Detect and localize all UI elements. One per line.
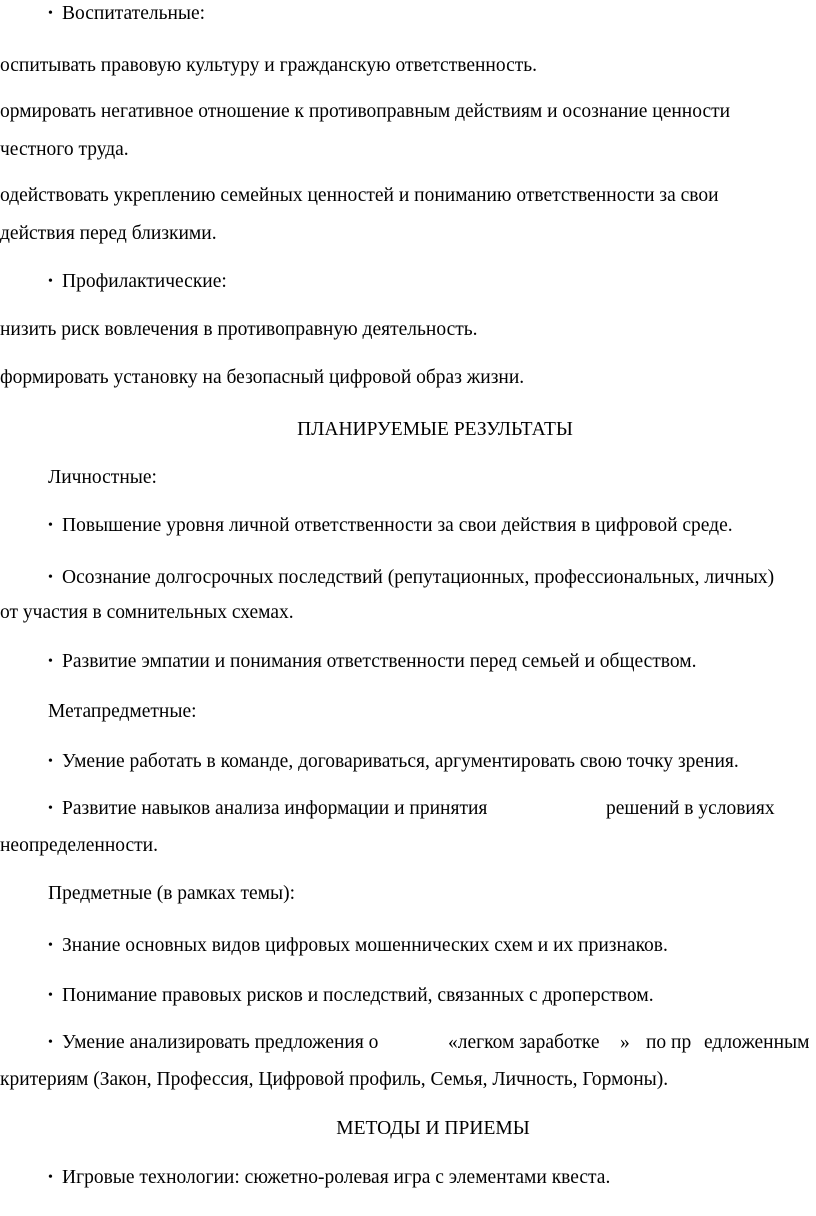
bullet-icon: •: [48, 274, 53, 289]
subject-item-quote: «легком заработке: [448, 1032, 600, 1053]
personal-heading: Личностные:: [48, 467, 157, 488]
upbringing-item: честного труда.: [0, 139, 129, 160]
meta-heading: Метапредметные:: [48, 701, 197, 722]
subject-item: Понимание правовых рисков и последствий, связанных с дроперством.: [62, 985, 654, 1006]
upbringing-item: ормировать негативное отношение к противоправным действиям и осознание ценности: [0, 101, 731, 122]
bullet-icon: •: [48, 938, 53, 953]
prevention-item: низить риск вовлечения в противоправную деятельность.: [0, 319, 478, 340]
upbringing-heading-line: [48, 2, 205, 26]
subject-heading: Предметные (в рамках темы):: [48, 883, 296, 904]
subject-item-fragment: по пр: [646, 1032, 692, 1053]
results-title: ПЛАНИРУЕМЫЕ РЕЗУЛЬТАТЫ: [297, 419, 573, 440]
personal-item: Осознание долгосрочных последствий (репутационных, профессиональных, личных): [62, 567, 775, 588]
upbringing-item: одействовать укреплению семейных ценностей и пониманию ответственности за свои: [0, 185, 719, 206]
bullet-icon: •: [48, 988, 53, 1003]
personal-item: Развитие эмпатии и понимания ответственности перед семьей и обществом.: [62, 651, 697, 672]
personal-item-line: [48, 566, 774, 590]
upbringing-item: оспитывать правовую культуру и гражданскую ответственность.: [0, 55, 538, 76]
methods-item: Игровые технологии: сюжетно-ролевая игра с элементами квеста.: [62, 1167, 611, 1188]
bullet-icon: •: [48, 754, 53, 769]
prevention-heading-line: [48, 270, 227, 294]
prevention-item: формировать установку на безопасный цифровой образ жизни.: [0, 367, 525, 388]
personal-item-line: [48, 650, 696, 674]
subject-item: критериям (Закон, Профессия, Цифровой профиль, Семья, Личность, Гормоны).: [0, 1069, 669, 1090]
personal-item: от участия в сомнительных схемах.: [0, 602, 294, 623]
bullet-icon: •: [48, 1170, 53, 1185]
meta-item-line: [48, 797, 487, 821]
subject-item-line: [48, 934, 668, 958]
subject-item-quote-close: »: [620, 1032, 630, 1053]
bullet-icon: •: [48, 654, 53, 669]
methods-title: МЕТОДЫ И ПРИЕМЫ: [336, 1118, 530, 1139]
upbringing-heading: Воспитательные:: [62, 3, 206, 24]
meta-item-line: [48, 750, 739, 774]
upbringing-item: действия перед близкими.: [0, 223, 217, 244]
bullet-icon: •: [48, 801, 53, 816]
bullet-icon: •: [48, 6, 53, 21]
subject-item-fragment: едложенным: [704, 1032, 810, 1053]
personal-item-line: [48, 514, 733, 538]
methods-item-line: [48, 1166, 610, 1190]
subject-item: Знание основных видов цифровых мошеннических схем и их признаков.: [62, 935, 668, 956]
bullet-icon: •: [48, 570, 53, 585]
personal-item: Повышение уровня личной ответственности за свои действия в цифровой среде.: [62, 515, 733, 536]
bullet-icon: •: [48, 1035, 53, 1050]
subject-item-line: [48, 1031, 378, 1055]
subject-item: Умение анализировать предложения о: [62, 1032, 379, 1053]
meta-item: неопределенности.: [0, 835, 158, 856]
bullet-icon: •: [48, 518, 53, 533]
prevention-heading: Профилактические:: [62, 271, 227, 292]
meta-item: Умение работать в команде, договариваться, аргументировать свою точку зрения.: [62, 751, 739, 772]
meta-item-continued: решений в условиях: [606, 798, 775, 819]
meta-item: Развитие навыков анализа информации и принятия: [62, 798, 488, 819]
subject-item-line: [48, 984, 654, 1008]
